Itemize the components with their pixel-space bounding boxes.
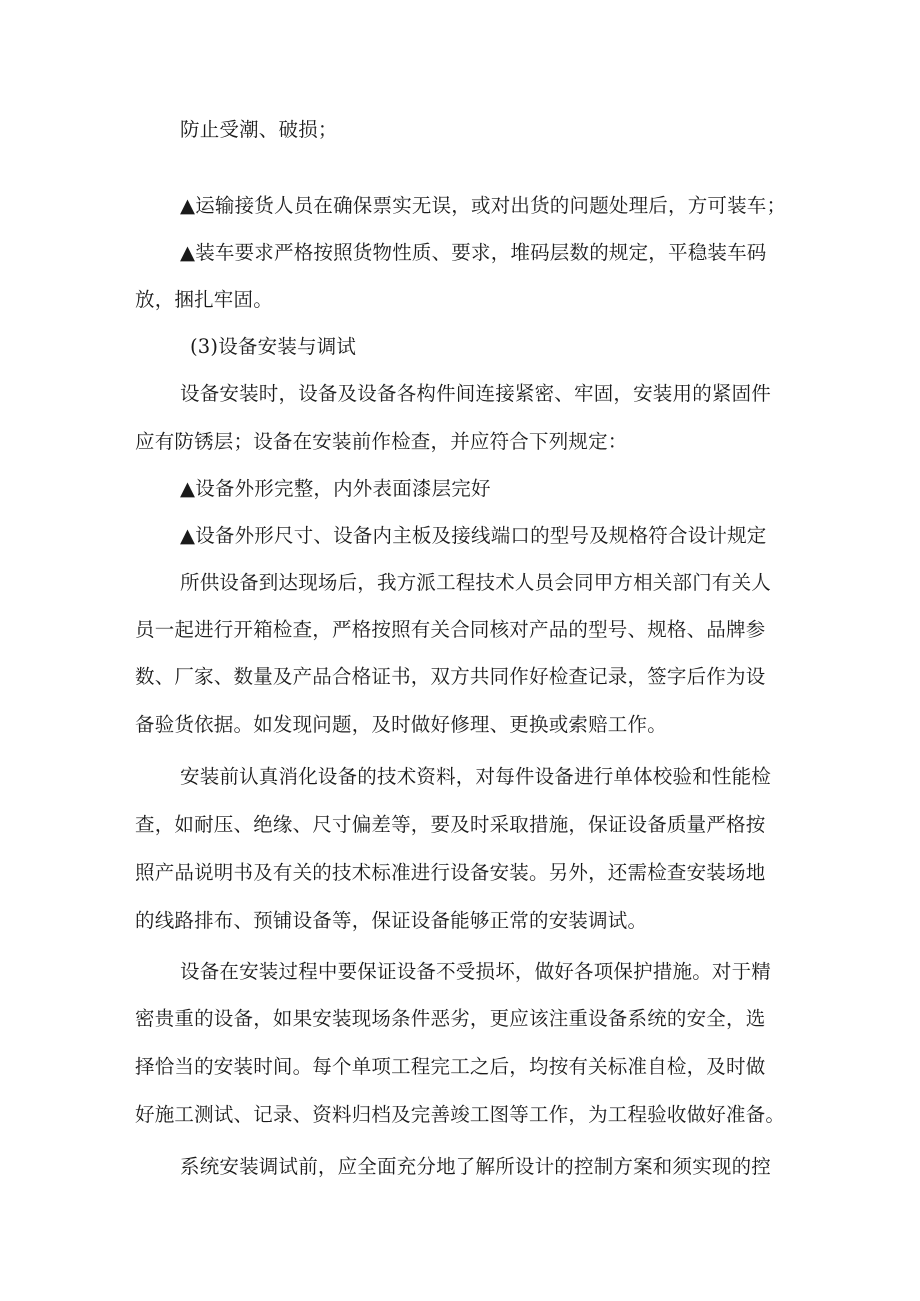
paragraph-line: 放，捆扎牢固。: [135, 288, 273, 311]
paragraph-line: 的线路排布、预铺设备等，保证设备能够正常的安装调试。: [135, 909, 648, 932]
paragraph-line: 数、厂家、数量及产品合格证书，双方共同作好检查记录，签字后作为设: [135, 665, 766, 688]
paragraph-line: 备验货依据。如发现问题，及时做好修理、更换或索赔工作。: [135, 713, 667, 736]
bullet-line: ▲设备外形完整，内外表面漆层完好: [180, 477, 491, 500]
paragraph-line: 设备安装时，设备及设备各构件间连接紧密、牢固，安装用的紧固件: [180, 382, 772, 405]
paragraph-line: 所供设备到达现场后，我方派工程技术人员会同甲方相关部门有关人: [180, 571, 772, 594]
bullet-line: ▲设备外形尺寸、设备内主板及接线端口的型号及规格符合设计规定: [180, 524, 767, 547]
paragraph-line: 设备在安装过程中要保证设备不受损坏，做好各项保护措施。对于精: [180, 960, 772, 983]
paragraph-line: 查，如耐压、绝缘、尺寸偏差等，要及时采取措施，保证设备质量严格按: [135, 813, 766, 836]
paragraph-line: 择恰当的安装时间。每个单项工程完工之后，均按有关标准自检，及时做: [135, 1055, 766, 1078]
paragraph-line: 应有防锈层；设备在安装前作检查，并应符合下列规定：: [135, 430, 628, 453]
paragraph-line: 系统安装调试前，应全面充分地了解所设计的控制方案和须实现的控: [180, 1155, 772, 1178]
bullet-line: ▲运输接货人员在确保票实无误，或对出货的问题处理后，方可装车；: [180, 194, 787, 217]
paragraph-line: 密贵重的设备，如果安装现场条件恶劣，更应该注重设备系统的安全，选: [135, 1007, 766, 1030]
section-heading: (3)设备安装与调试: [190, 335, 357, 358]
bullet-line: ▲装车要求严格按照货物性质、要求，堆码层数的规定，平稳装车码: [180, 241, 767, 264]
paragraph-line: 防止受潮、破损；: [180, 118, 338, 141]
paragraph-line: 照产品说明书及有关的技术标准进行设备安装。另外，还需检查安装场地: [135, 861, 766, 884]
paragraph-line: 安装前认真消化设备的技术资料，对每件设备进行单体校验和性能检: [180, 765, 772, 788]
paragraph-line: 员一起进行开箱检查，严格按照有关合同核对产品的型号、规格、品牌参: [135, 618, 766, 641]
paragraph-line: 好施工测试、记录、资料归档及完善竣工图等工作，为工程验收做好准备。: [135, 1103, 786, 1126]
